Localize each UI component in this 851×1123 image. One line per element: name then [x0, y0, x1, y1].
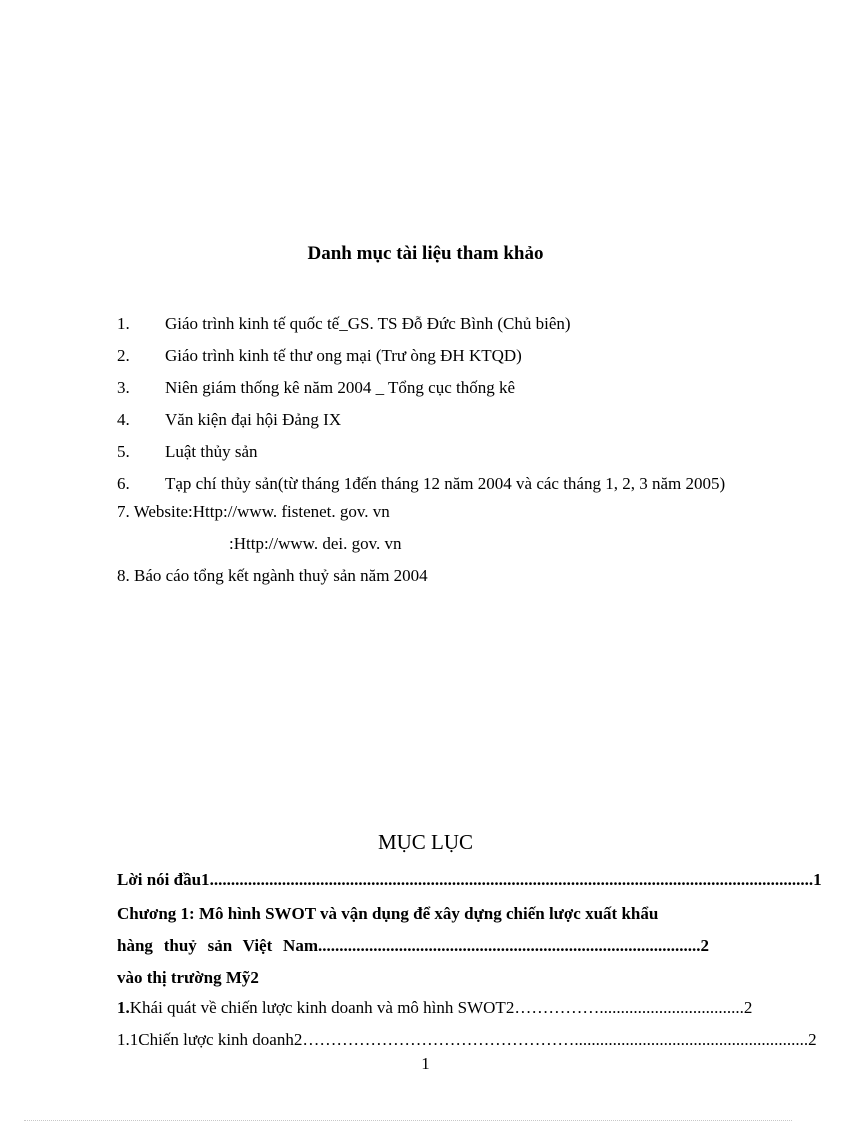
toc-page: 2: [700, 936, 709, 955]
reference-website-2: [117, 532, 739, 564]
reference-text: Tạp chí thủy sản(từ tháng 1đến tháng 12 năm 2004 và các tháng 1, 2, 3 năm 2005): [165, 474, 726, 493]
toc-page: 2: [808, 1030, 817, 1049]
toc-leader: ………………………………………….......................................................: [302, 1030, 809, 1049]
toc-entry-label: Chiến lược kinh doanh2: [138, 1030, 303, 1049]
reference-website: 7. Website:Http://www. fistenet. gov. vn: [117, 502, 390, 521]
reference-number: 6.: [117, 474, 130, 493]
toc-entry: [117, 898, 741, 994]
reference-item: [117, 468, 739, 500]
toc-entry-number: 1.: [117, 998, 130, 1017]
reference-text: Văn kiện đại hội Đảng IX: [165, 410, 342, 429]
reference-text: Giáo trình kinh tế thư ong mại (Trư òng ĐH KTQD): [165, 346, 522, 365]
reference-item: [117, 312, 739, 344]
reference-number: 3.: [117, 378, 130, 397]
toc-entry-label: Lời nói đầu1: [117, 870, 210, 889]
reference-text: Giáo trình kinh tế quốc tế_GS. TS Đỗ Đức Bình (Chủ biên): [165, 314, 571, 333]
toc-entry: [117, 866, 822, 898]
page-number: 1: [421, 1054, 430, 1073]
toc-title: MỤC LỤC: [377, 830, 474, 854]
reference-number: 4.: [117, 410, 130, 429]
reference-item: [117, 376, 739, 408]
toc-leader: ……………..................................: [514, 998, 744, 1017]
toc-entry-label: hàng thuỷ sản Việt Nam vào thị trường Mỹ2: [117, 936, 318, 987]
table-of-contents: [117, 866, 822, 1058]
toc-entry: [117, 994, 753, 1026]
references-title: Danh mục tài liệu tham khảo: [307, 243, 544, 264]
reference-text: Luật thủy sản: [165, 442, 258, 461]
toc-page: 1: [813, 870, 822, 889]
references-list: [117, 312, 739, 596]
reference-text: Niên giám thống kê năm 2004 _ Tổng cục thống kê: [165, 378, 516, 397]
reference-number: 2.: [117, 346, 130, 365]
reference-website-text: :Http://www. dei. gov. vn: [229, 534, 402, 553]
reference-number: 5.: [117, 442, 130, 461]
toc-leader: ..........................................................................................: [318, 936, 701, 955]
reference-number: 1.: [117, 314, 130, 333]
toc-entry-label: Chương 1: Mô hình SWOT và vận dụng để xây dựng chiến lược xuất khẩu: [117, 904, 659, 923]
page-bottom-border: [24, 1120, 792, 1121]
reference-item-8: 8. Báo cáo tổng kết ngành thuỷ sản năm 2004: [117, 566, 428, 585]
reference-item: [117, 344, 739, 376]
reference-item: [117, 408, 739, 440]
toc-leader: ..............................................................................................................................................: [209, 870, 814, 889]
toc-entry-number: 1.1: [117, 1030, 139, 1049]
toc-entry-label: Khái quát về chiến lược kinh doanh và mô hình SWOT2: [129, 998, 515, 1017]
toc-page: 2: [743, 998, 753, 1017]
